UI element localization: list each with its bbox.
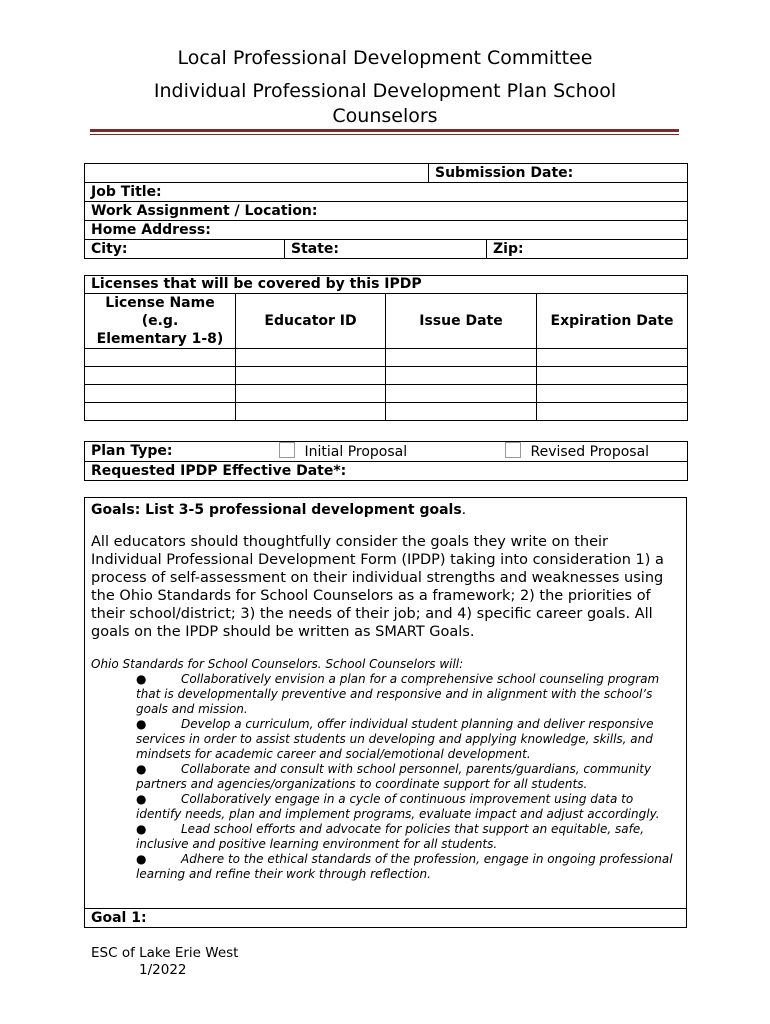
standard-text: Collaboratively envision a plan for a comprehensive school counseling program that is developmentally preventive and responsive and in alignment with the school’s goals and mission. <box>136 672 660 716</box>
standards-list <box>91 672 680 882</box>
goals-instructions: All educators should thoughtfully consider the goals they write on their Individual Professional Development Form (IPDP) taking into consideration 1) a process of self-assessment on their individual strengths and weaknesses using the Ohio Standards for School Counselors as a framework; 2) the priorities of their school/district; 3) the needs of their job; and 4) specific career goals. All goals on the IPDP should be written as SMART Goals. <box>91 534 664 640</box>
list-item <box>91 822 680 852</box>
plan-type-label: Plan Type: <box>85 442 273 462</box>
license-name-example: Elementary 1-8) <box>96 331 224 347</box>
standard-text: Collaborate and consult with school personnel, parents/guardians, community partners and agencies/organizations to coordinate support for all students. <box>136 762 652 791</box>
bullet-icon: ● <box>136 762 147 776</box>
state-cell[interactable]: State: <box>285 240 487 259</box>
licenses-title: Licenses that will be covered by this IPDP <box>85 276 688 294</box>
work-assignment-cell[interactable]: Work Assignment / Location: <box>85 202 688 221</box>
list-item <box>91 792 680 822</box>
goal-1-cell[interactable]: Goal 1: <box>85 909 687 928</box>
bullet-icon: ● <box>136 717 147 731</box>
license-row <box>85 367 688 385</box>
license-name-label: License Name <box>105 295 215 311</box>
submission-date-cell[interactable]: Submission Date: <box>429 164 688 183</box>
license-cell[interactable] <box>236 403 386 421</box>
license-cell[interactable] <box>85 385 236 403</box>
job-title-cell[interactable]: Job Title: <box>85 183 688 202</box>
page-subtitle <box>0 79 770 129</box>
license-name-eg: (e.g. <box>141 313 179 329</box>
list-item <box>91 762 680 792</box>
license-cell[interactable] <box>537 349 688 367</box>
list-item <box>91 717 680 762</box>
bullet-icon: ● <box>136 672 147 686</box>
goals-section <box>85 498 687 909</box>
license-row <box>85 349 688 367</box>
licenses-table <box>84 275 688 421</box>
city-cell[interactable]: City: <box>85 240 285 259</box>
license-cell[interactable] <box>537 403 688 421</box>
standard-text: Lead school efforts and advocate for policies that support an equitable, safe, inclusive and positive learning environment for all students. <box>136 822 645 851</box>
bullet-icon: ● <box>136 852 147 866</box>
license-cell[interactable] <box>236 367 386 385</box>
bullet-icon: ● <box>136 822 147 836</box>
initial-proposal-label: Initial Proposal <box>304 444 408 460</box>
header-rule-thin <box>90 134 679 135</box>
license-cell[interactable] <box>386 403 537 421</box>
header-rule <box>90 129 679 132</box>
effective-date-cell[interactable]: Requested IPDP Effective Date*: <box>85 462 688 481</box>
educator-id-header: Educator ID <box>236 294 386 349</box>
standards-title: Ohio Standards for School Counselors. School Counselors will: <box>91 657 464 671</box>
expiration-date-header: Expiration Date <box>537 294 688 349</box>
list-item <box>91 672 680 717</box>
revised-proposal-checkbox[interactable] <box>505 442 521 458</box>
list-item <box>91 852 680 882</box>
home-address-cell[interactable]: Home Address: <box>85 221 688 240</box>
standard-text: Develop a curriculum, offer individual student planning and deliver responsive services in order to assist students un developing and applying knowledge, skills, and mindsets for academic career and social/emotional development. <box>136 717 654 761</box>
footer-date: 1/2022 <box>139 962 187 978</box>
license-cell[interactable] <box>236 349 386 367</box>
license-row <box>85 385 688 403</box>
revised-proposal-option[interactable] <box>499 442 688 462</box>
license-cell[interactable] <box>386 367 537 385</box>
initial-proposal-option[interactable] <box>273 442 499 462</box>
license-cell[interactable] <box>537 367 688 385</box>
revised-proposal-label: Revised Proposal <box>530 444 650 460</box>
info-table <box>84 163 688 259</box>
issue-date-header: Issue Date <box>386 294 537 349</box>
license-row <box>85 403 688 421</box>
license-cell[interactable] <box>386 385 537 403</box>
zip-cell[interactable]: Zip: <box>487 240 688 259</box>
goals-heading <box>91 501 680 519</box>
standard-text: Adhere to the ethical standards of the profession, engage in ongoing professional learning and refine their work through reflection. <box>136 852 673 881</box>
goals-heading-period: . <box>461 502 467 518</box>
bullet-icon: ● <box>136 792 147 806</box>
subtitle-line-1: Individual Professional Development Plan School <box>153 80 617 102</box>
initial-proposal-checkbox[interactable] <box>279 442 295 458</box>
plan-table <box>84 441 688 481</box>
page-title: Local Professional Development Committee <box>177 47 593 69</box>
name-cell[interactable] <box>85 164 429 183</box>
license-name-header <box>85 294 236 349</box>
goals-heading-text: Goals: List 3-5 professional development goals <box>91 502 462 518</box>
footer-org: ESC of Lake Erie West <box>91 945 239 961</box>
license-cell[interactable] <box>85 349 236 367</box>
license-cell[interactable] <box>85 403 236 421</box>
license-cell[interactable] <box>85 367 236 385</box>
standard-text: Collaboratively engage in a cycle of continuous improvement using data to identify needs, plan and implement programs, evaluate impact and adjust accordingly. <box>136 792 660 821</box>
goals-table <box>84 497 687 928</box>
license-cell[interactable] <box>537 385 688 403</box>
license-cell[interactable] <box>386 349 537 367</box>
subtitle-line-2: Counselors <box>332 105 438 127</box>
license-cell[interactable] <box>236 385 386 403</box>
